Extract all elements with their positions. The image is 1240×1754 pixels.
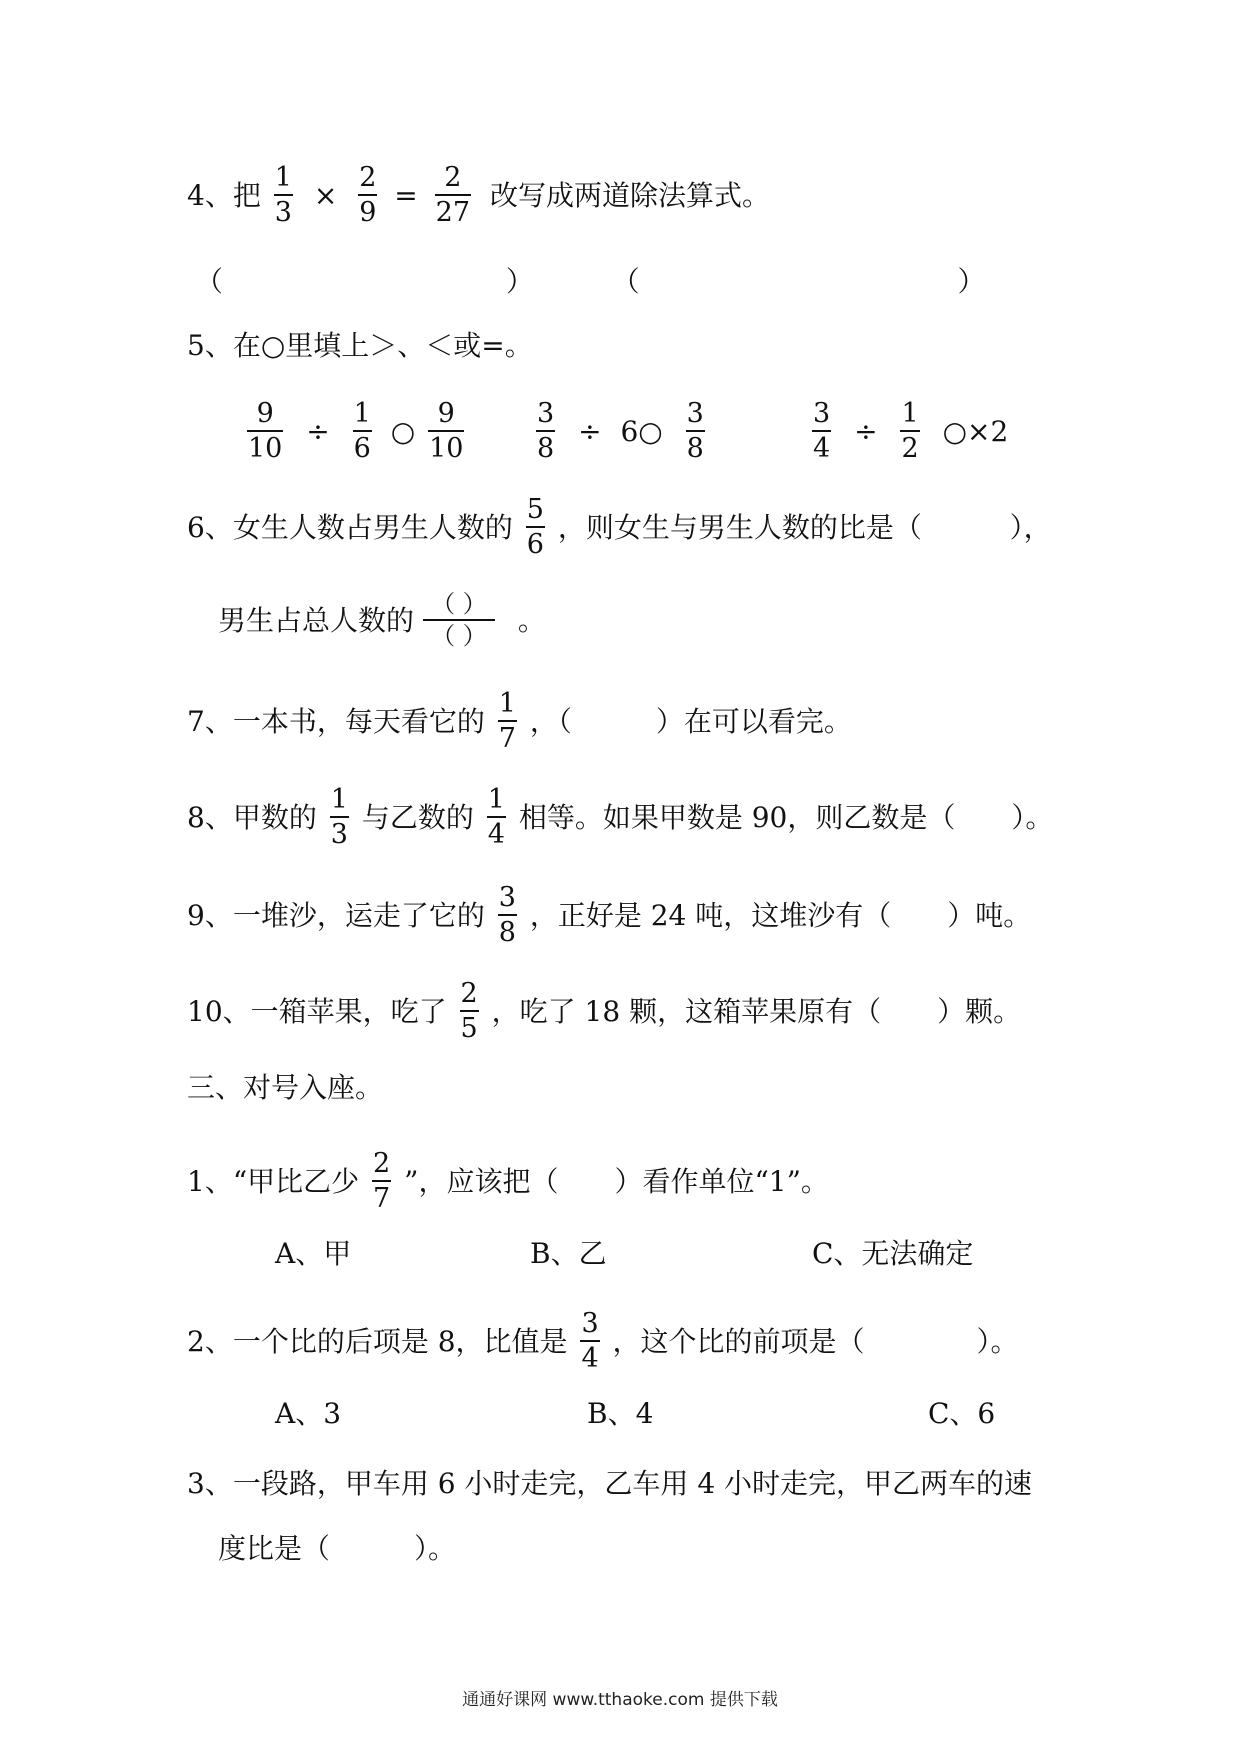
q5-item2-divide: ÷ (578, 414, 602, 448)
q5-item1-circle: ○ (390, 414, 416, 448)
q5-item2-middle: 6○ (620, 414, 663, 448)
q5-item1-fraction-1: $\frac{9}{10}$ (248, 398, 283, 465)
q5-item2-fraction-1: $\frac{3}{8}$ (537, 398, 555, 465)
s3q2-option-a: A、3 (275, 1397, 342, 1430)
s3q3-line-1: 3、一段路，甲车用 6 小时走完，乙车用 4 小时走完，甲乙两车的速 (187, 1467, 1033, 1500)
q9-prefix: 9、一堆沙，运走了它的 (187, 898, 485, 932)
q4-answer-blanks (195, 266, 986, 296)
q6-middle: ，则女生与男生人数的比是（ (557, 510, 922, 544)
q10-line (187, 980, 1021, 1044)
s3q1-option-b: B、乙 (530, 1237, 607, 1270)
q4-fraction-2: $\frac{2}{9}$ (359, 162, 377, 229)
q5-item1-fraction-3: $\frac{9}{10}$ (429, 398, 464, 465)
s3q2-option-c: C、6 (928, 1397, 996, 1430)
q4-blank-a-close: ） (505, 264, 534, 298)
q8-fraction-1: $\frac{1}{3}$ (330, 784, 348, 851)
q6-line2-prefix: 男生占总人数的 (218, 603, 415, 637)
q5-heading: 5、在○里填上＞、＜或=。 (187, 329, 533, 362)
q5-item3-divide: ÷ (854, 414, 878, 448)
q5-item-3 (808, 400, 1008, 464)
q5-item1-fraction-2: $\frac{1}{6}$ (353, 398, 371, 465)
q8-suffix: 相等。如果甲数是 90，则乙数是（ ）。 (518, 800, 1054, 834)
q6-prefix: 6、女生人数占男生人数的 (187, 510, 513, 544)
q9-fraction: $\frac{3}{8}$ (498, 882, 516, 949)
q5-item3-fraction-1: $\frac{3}{4}$ (813, 398, 831, 465)
q6-line2-suffix: 。 (517, 603, 546, 637)
section3-heading: 三、对号入座。 (187, 1071, 384, 1104)
q5-item-1 (243, 400, 468, 464)
q10-suffix: ，吃了 18 颗，这箱苹果原有（ ）颗。 (491, 994, 1022, 1028)
q6-line-1 (187, 496, 1052, 560)
q5-item3-fraction-2: $\frac{1}{2}$ (901, 398, 919, 465)
q4-fraction-1: $\frac{1}{3}$ (274, 162, 292, 229)
s3q2-fraction: $\frac{3}{4}$ (581, 1308, 599, 1375)
q7-suffix: ，（ ）在可以看完。 (529, 704, 852, 738)
q8-line (187, 786, 1053, 850)
q4-blank-b-open: （ (611, 264, 640, 298)
q4-blank-b-close: ） (957, 264, 986, 298)
q4-times-sign: × (313, 178, 338, 212)
q7-prefix: 7、一本书，每天看它的 (187, 704, 485, 738)
s3q3-line-2: 度比是（ ）。 (218, 1532, 457, 1565)
q8-fraction-2: $\frac{1}{4}$ (487, 784, 505, 851)
q9-line (187, 884, 1031, 948)
q4-line (187, 164, 770, 228)
q8-prefix: 8、甲数的 (187, 800, 317, 834)
footer-credit: 通通好课网 www.tthaoke.com 提供下载 (462, 1690, 778, 1710)
q10-fraction: $\frac{2}{5}$ (460, 978, 478, 1045)
q5-item-2 (532, 400, 709, 464)
s3q1-line (187, 1150, 829, 1214)
q4-fraction-3: $\frac{2}{27}$ (435, 162, 471, 229)
q6-close: ）， (1009, 510, 1052, 544)
q5-item2-fraction-2: $\frac{3}{8}$ (686, 398, 704, 465)
q7-fraction: $\frac{1}{7}$ (498, 688, 516, 755)
s3q2-prefix: 2、一个比的后项是 8，比值是 (187, 1324, 568, 1358)
q10-prefix: 10、一箱苹果，吃了 (187, 994, 447, 1028)
q5-item1-divide: ÷ (306, 414, 330, 448)
s3q1-suffix: ”，应该把（ ）看作单位“1”。 (404, 1164, 829, 1198)
s3q2-line (187, 1310, 1019, 1374)
q8-middle: 与乙数的 (361, 800, 474, 834)
s3q1-option-a: A、甲 (275, 1237, 352, 1270)
q9-suffix: ，正好是 24 吨，这堆沙有（ ）吨。 (529, 898, 1032, 932)
s3q2-option-b: B、4 (587, 1397, 654, 1430)
q6-line-2 (218, 592, 546, 649)
s3q1-fraction: $\frac{2}{7}$ (373, 1148, 391, 1215)
q4-prefix: 4、把 (187, 178, 261, 212)
q4-equals-sign: = (394, 178, 418, 212)
q5-item3-tail: ○×2 (942, 414, 1009, 448)
s3q1-option-c: C、无法确定 (812, 1237, 974, 1270)
q7-line (187, 690, 852, 754)
s3q1-prefix: 1、“甲比乙少 (187, 1164, 360, 1198)
s3q2-suffix: ，这个比的前项是（ ）。 (612, 1324, 1019, 1358)
q4-blank-a-open: （ (195, 264, 224, 298)
q6-fraction: $\frac{5}{6}$ (526, 494, 544, 561)
q4-suffix: 改写成两道除法算式。 (489, 178, 770, 212)
q6-blank-fraction: $\frac{( )}{( )}$ (423, 592, 495, 649)
